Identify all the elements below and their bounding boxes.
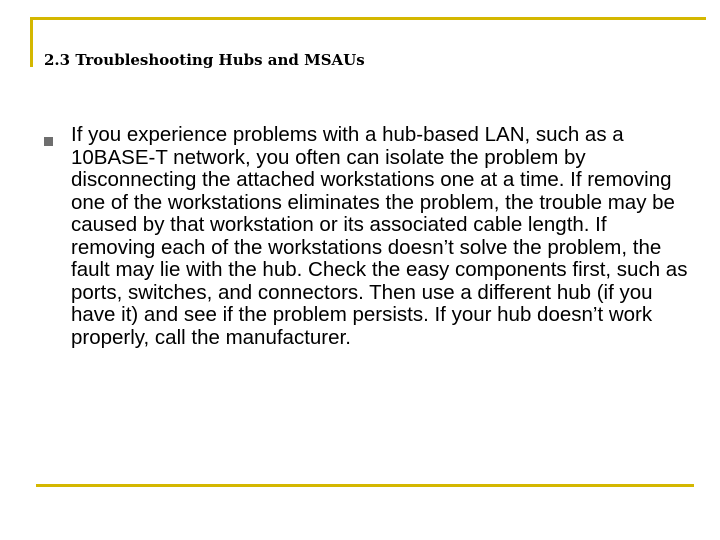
title-top-rule — [30, 17, 706, 20]
slide-title: 2.3 Troubleshooting Hubs and MSAUs — [44, 51, 365, 69]
bottom-rule — [36, 484, 694, 487]
bullet-text: If you experience problems with a hub-based LAN, such as a 10BASE-T network, you often can isolate the problem by disconnecting the attached workstations one at a time. If removing one of the workstations eliminates the problem, the trouble may be caused by that workstation or its associated cable length. If removing each of the workstations doesn’t solve the problem, the fault may lie with the hub. Check the easy components first, such as ports, switches, and connectors. Then use a different hub (if you have it) and see if the problem persists. If your hub doesn’t work properly, call the manufacturer. — [71, 123, 688, 349]
square-bullet-icon — [44, 137, 53, 146]
title-left-rule — [30, 17, 33, 67]
